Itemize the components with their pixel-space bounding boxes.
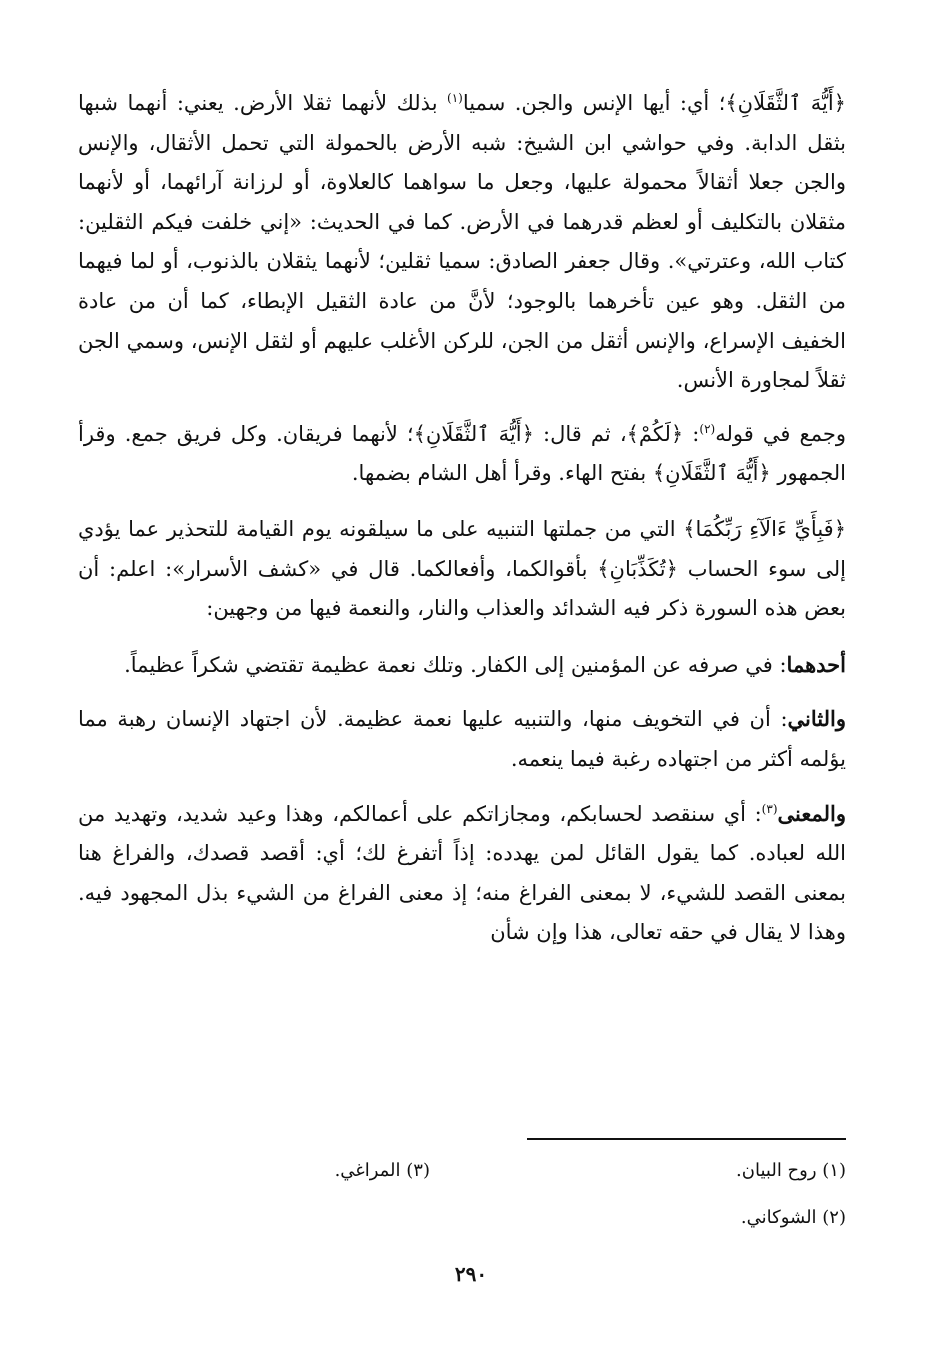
paragraph-1-rest: بذلك لأنهما ثقلا الأرض. يعني: أنهما شبها بثقل الدابة. وفي حواشي ابن الشيخ: شبه الأرض بالحمولة التي تحمل الأثقال، والإنس والجن جعلا أثقالاً محمولة عليها، وجعل ما سواهما كالعلاوة، أو لرزانة آرائهما، أو لأنهما مثقلان بالتكليف أو لعظم قدرهما في الأرض. كما في الحديث: «إني خلفت فيكم الثقلين: كتاب الله، وعترتي». وقال جعفر الصادق: سميا ثقلين؛ لأنهما يثقلان بالذنوب، أو لما فيهما من الثقل. وهو عين تأخرهما بالوجود؛ لأنَّ من عادة الثقيل الإبطاء، كما أن من عادة الخفيف الإسراع، والإنس أثقل من الجن، للركن الأغلب عليهم أو لثقل الإنس، وسمي الجن ثقلاً لمجاورة الأنس. — [78, 91, 846, 393]
paragraph-4-lead: أحدهما — [786, 651, 846, 677]
paragraph-2-start: وجمع في قوله — [715, 421, 846, 446]
footnote-ref-2: (٢) — [699, 421, 716, 436]
paragraph-6 — [78, 794, 846, 953]
paragraph-3 — [78, 510, 846, 629]
page-number: ٢٩٠ — [454, 1262, 488, 1286]
paragraph-5-rest: : أن في التخويف منها، والتنبيه عليها نعمة عظيمة. لأن اجتهاد الإنسان رهبة مما يؤلمه أكثر من اجتهاده رغبة فيما ينعمه. — [78, 707, 846, 771]
footnote-separator — [527, 1138, 846, 1140]
paragraph-5 — [78, 699, 846, 779]
paragraph-5-lead: والثاني — [787, 706, 846, 732]
paragraph-4-rest: : في صرفه عن المؤمنين إلى الكفار. وتلك نعمة عظيمة تقتضي شكراً عظيماً. — [124, 652, 787, 677]
footnote-ref-3: (٣) — [761, 801, 778, 816]
main-text-column — [78, 84, 846, 967]
paragraph-2 — [78, 415, 846, 494]
paragraph-6-lead: والمعنى — [777, 800, 846, 826]
footnote-2: (٢) الشوكاني. — [740, 1207, 846, 1228]
paragraph-2-rest: : ﴿لَكُمْ﴾، ثم قال: ﴿أَيُّهَ ٱلثَّقَلَانِ﴾؛ لأنهما فريقان. وكل فريق جمع. وقرأ الجمهور ﴿أَيُّهَ ٱلثَّقَلَانِ﴾ بفتح الهاء. وقرأ أهل الشام بضمها. — [78, 421, 846, 486]
paragraph-4 — [78, 645, 846, 686]
paragraph-1-start: ﴿أَيُّهَ ٱلثَّقَلَانِ﴾؛ أي: أيها الإنس والجن. سميا — [462, 91, 846, 115]
paragraph-1 — [78, 84, 846, 401]
footnote-3: (٣) المراغي. — [334, 1160, 430, 1181]
footnote-1: (١) روح البيان. — [736, 1160, 846, 1181]
footnote-ref-1: (١) — [447, 91, 463, 105]
paragraph-3-text: ﴿فَبِأَيِّ ءَالَآءِ رَبِّكُمَا﴾ التي من جملتها التنبيه على ما سيلقونه يوم القيامة للتحذير عما يؤدي إلى سوء الحساب ﴿تُكَذِّبَانِ﴾ بأقوالكما، وأفعالكما. قال في «كشف الأسرار»: اعلم: أن بعض هذه السورة ذكر فيه الشدائد والعذاب والنار، والنعمة فيها من وجهين: — [78, 516, 846, 621]
paragraph-6-rest: : أي سنقصد لحسابكم، ومجازاتكم على أعمالكم، وهذا وعيد شديد، وتهديد من الله لعباده. كما يقول القائل لمن يهدده: إذاً أتفرغ لك؛ أي: أقصد قصدك، والفراغ هنا بمعنى القصد للشيء، لا بمعنى الفراغ منه؛ إذ معنى الفراغ من الشيء بذل المجهود فيه. وهذا لا يقال في حقه تعالى، هذا وإن شأن — [78, 801, 846, 945]
